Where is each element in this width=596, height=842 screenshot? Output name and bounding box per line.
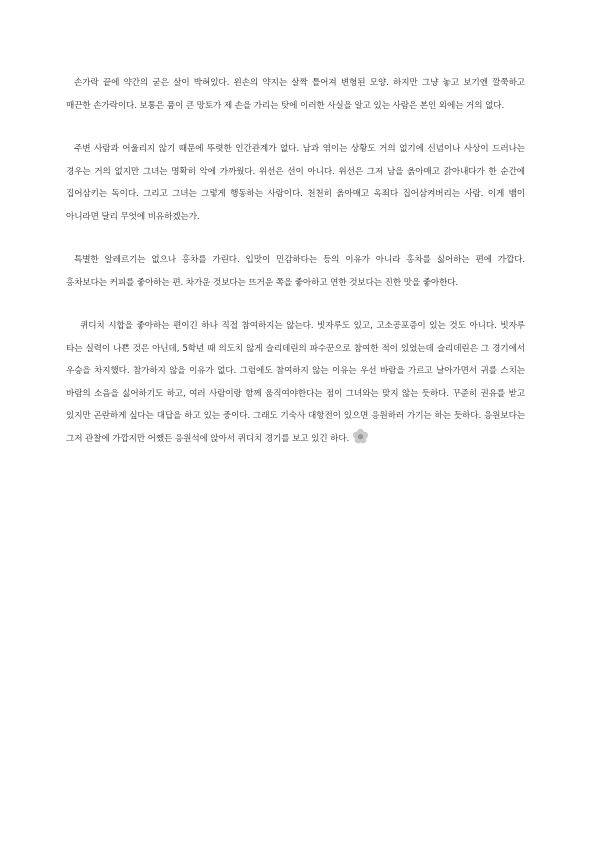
paragraph-tastes [66,249,525,294]
paragraph-relationships [66,138,525,228]
paragraph-quidditch [66,315,525,450]
document-body [66,72,525,471]
paragraph-text: 퀴디치 시합을 좋아하는 편이긴 하나 직접 참여하지는 않는다. 빗자루도 있고, 고소공포증이 있는 것도 아니다. 빗자루 타는 실력이 나쁜 것은 아닌데, 5학년 때 의도치 않게 슬리데린의 파수꾼으로 참여한 적이 있었는데 슬리데린은 그 경기에서 우승을 차지했다. 참가하지 않을 이유가 없다. 그럼에도 참여하지 않는 이유는 우선 바람을 가르고 날아가면서 귀를 스치는 바람의 소음을 싫어하기도 하고, 여러 사람이랑 함께 움직여야한다는 점이 그녀와는 맞지 않는 듯하다. 꾸준히 권유를 받고 있지만 곤란하게 싶다는 대답을 하고 있는 중이다. 그래도 기숙사 대항전이 있으면 응원하러 가기는 하는 듯하다. 응원보다는 그저 관찰에 가깝지만 어쨌든 응원석에 앉아서 퀴디치 경기를 보고 있긴 하다. [66,321,525,444]
flower-emoji-icon [352,428,369,445]
paragraph-hands [66,72,525,117]
paragraph-text: 주변 사람과 어울리지 않기 때문에 뚜렷한 인간관계가 없다. 남과 엮이는 상황도 거의 없기에 신념이나 사상이 드러나는 경우는 거의 없지만 그녀는 명확히 악에 가까웠다. 위선은 선이 아니다. 위선은 그저 남을 옭아매고 갉아내다가 한 순간에 집어삼키는 독이다. 그리고 그녀는 그렇게 행동하는 사람이다. 천천히 옭아매고 옥죄다 집어삼켜버리는 사람. 이게 뱀이 아니라면 달리 무엇에 비유하겠는가. [66,144,525,222]
paragraph-text: 특별한 알레르기는 없으나 홍차를 가린다. 입맛이 민감하다는 등의 이유가 아니라 홍차를 싫어하는 편에 가깝다. 홍차보다는 커피를 좋아하는 편. 차가운 것보다는 뜨거운 쪽을 좋아하고 연한 것보다는 진한 맛을 좋아한다. [66,255,525,288]
paragraph-text: 손가락 끝에 약간의 굳은 살이 박혀있다. 왼손의 약지는 살짝 틀어져 변형된 모양. 하지만 그냥 놓고 보기엔 깔쭉하고 매끈한 손가락이다. 보통은 품이 큰 망토가 제 손을 가리는 탓에 이러한 사실을 알고 있는 사람은 본인 외에는 거의 없다. [66,78,525,111]
